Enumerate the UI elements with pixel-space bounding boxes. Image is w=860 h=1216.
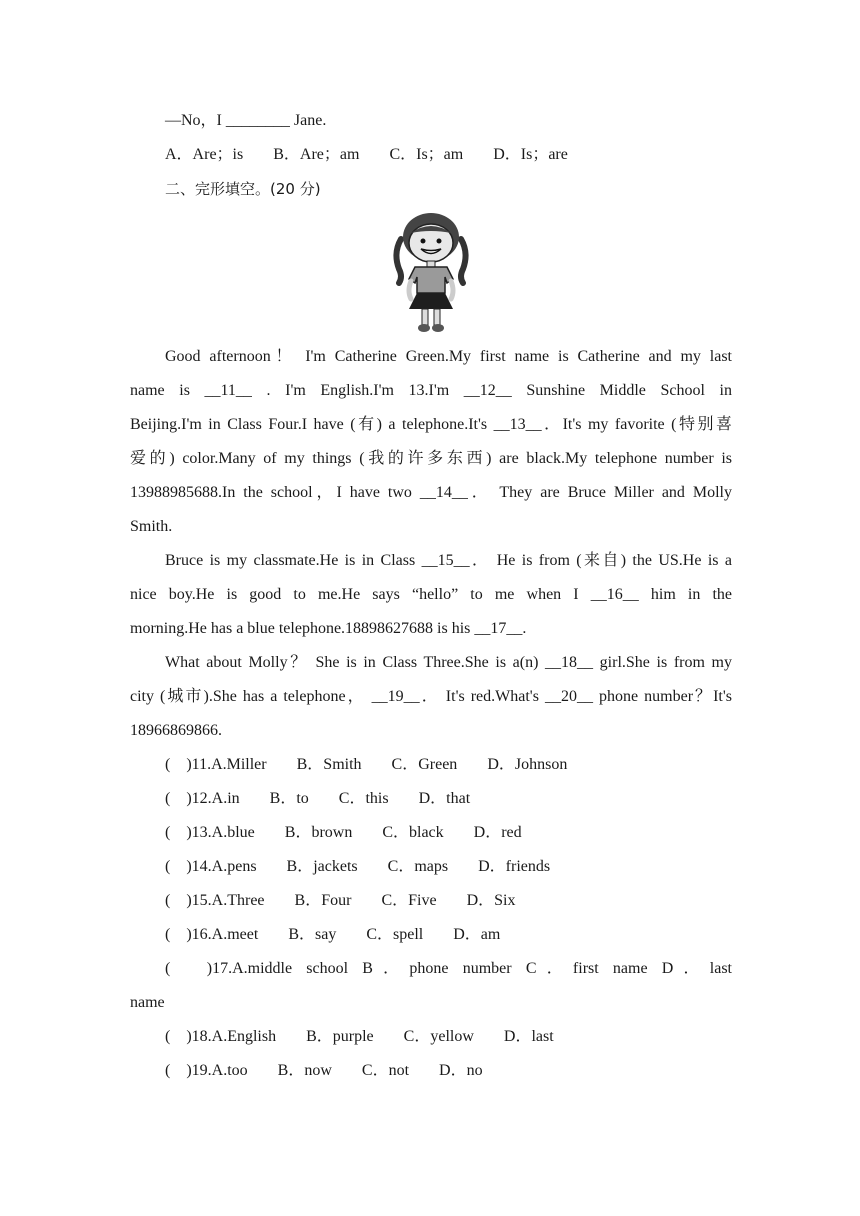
question-14 <box>130 850 732 884</box>
option-c: C．Is；am <box>389 146 464 163</box>
question-stem: ( )12.A.in <box>165 790 240 807</box>
option-d: D．Is；are <box>493 146 568 163</box>
passage-line: Smith. <box>130 518 173 535</box>
option-b: B．purple <box>306 1028 374 1045</box>
section-title: 二、完形填空。(20 分) <box>165 180 321 198</box>
question-11 <box>130 748 732 782</box>
cartoon-girl-icon <box>391 209 471 337</box>
option-d: D．no <box>439 1062 483 1079</box>
passage-paragraph-1 <box>130 340 732 544</box>
passage-line: Good afternoon！ I'm Catherine Green.My first name is Catherine and my last <box>165 348 732 365</box>
option-b: B．phone number <box>362 960 512 977</box>
option-b: B．say <box>288 926 337 943</box>
question-17 <box>130 952 732 986</box>
option-b: B．to <box>269 790 309 807</box>
question-stem: ( )17.A.middle school <box>165 960 349 977</box>
option-c: C．black <box>382 824 444 841</box>
option-b: B．brown <box>284 824 353 841</box>
question-18 <box>130 1020 732 1054</box>
option-c: C．not <box>361 1062 410 1079</box>
option-a: A．Are；is <box>165 146 244 163</box>
passage-line: nice boy.He is good to me.He says “hello” to me when I __16__ him in the <box>130 586 732 603</box>
option-d: D．Johnson <box>487 756 568 773</box>
question-15 <box>130 884 732 918</box>
option-c: C．this <box>338 790 389 807</box>
question-stem: ( )14.A.pens <box>165 858 257 875</box>
question-13 <box>130 816 732 850</box>
question-17-wrap: name <box>130 994 165 1011</box>
option-d: D．Six <box>466 892 516 909</box>
passage-line: 爱的) color.Many of my things (我的许多东西) are black.My telephone number is <box>130 450 732 467</box>
answer-options <box>130 138 732 172</box>
question-19 <box>130 1054 732 1088</box>
option-c: C．first name <box>525 960 648 977</box>
option-c: C．Five <box>381 892 437 909</box>
passage-line: Bruce is my classmate.He is in Class __15__． He is from (来自) the US.He is a <box>165 552 732 569</box>
passage-line: name is __11__ . I'm English.I'm 13.I'm __12__ Sunshine Middle School in <box>130 382 732 399</box>
question-stem: ( )19.A.too <box>165 1062 248 1079</box>
question-12 <box>130 782 732 816</box>
option-d: D．that <box>418 790 471 807</box>
worksheet-page <box>130 104 732 1088</box>
option-b: B．jackets <box>286 858 358 875</box>
passage-line: 13988985688.In the school，I have two __14__． They are Bruce Miller and Molly <box>130 484 732 501</box>
option-c: C．Green <box>391 756 458 773</box>
question-stem: ( )15.A.Three <box>165 892 265 909</box>
question-list <box>130 748 732 1088</box>
passage-paragraph-2 <box>130 544 732 646</box>
option-c: C．spell <box>366 926 424 943</box>
question-stem: ( )13.A.blue <box>165 824 255 841</box>
option-d: D．last <box>661 960 732 977</box>
passage-line: What about Molly？ She is in Class Three.She is a(n) __18__ girl.She is from my <box>165 654 732 671</box>
option-d: D．friends <box>478 858 551 875</box>
option-b: B．Four <box>294 892 352 909</box>
question-16 <box>130 918 732 952</box>
option-d: D．red <box>473 824 522 841</box>
dialog-line: —No，I ________ Jane. <box>165 112 327 129</box>
question-stem: ( )18.A.English <box>165 1028 277 1045</box>
passage-line: city (城市).She has a telephone， __19__． It's red.What's __20__ phone number？It's <box>130 688 732 705</box>
option-c: C．maps <box>387 858 449 875</box>
illustration <box>130 206 732 340</box>
passage-line: Beijing.I'm in Class Four.I have (有) a telephone.It's __13__．It's my favorite (特别喜 <box>130 416 732 433</box>
option-b: B．now <box>277 1062 332 1079</box>
option-b: B．Are；am <box>273 146 360 163</box>
option-b: B．Smith <box>296 756 362 773</box>
question-stem: ( )11.A.Miller <box>165 756 267 773</box>
passage-line: morning.He has a blue telephone.18898627688 is his __17__. <box>130 620 527 637</box>
passage-line: 18966869866. <box>130 722 222 739</box>
option-c: C．yellow <box>403 1028 474 1045</box>
passage-paragraph-3 <box>130 646 732 748</box>
option-d: D．last <box>503 1028 554 1045</box>
question-stem: ( )16.A.meet <box>165 926 259 943</box>
option-d: D．am <box>453 926 501 943</box>
